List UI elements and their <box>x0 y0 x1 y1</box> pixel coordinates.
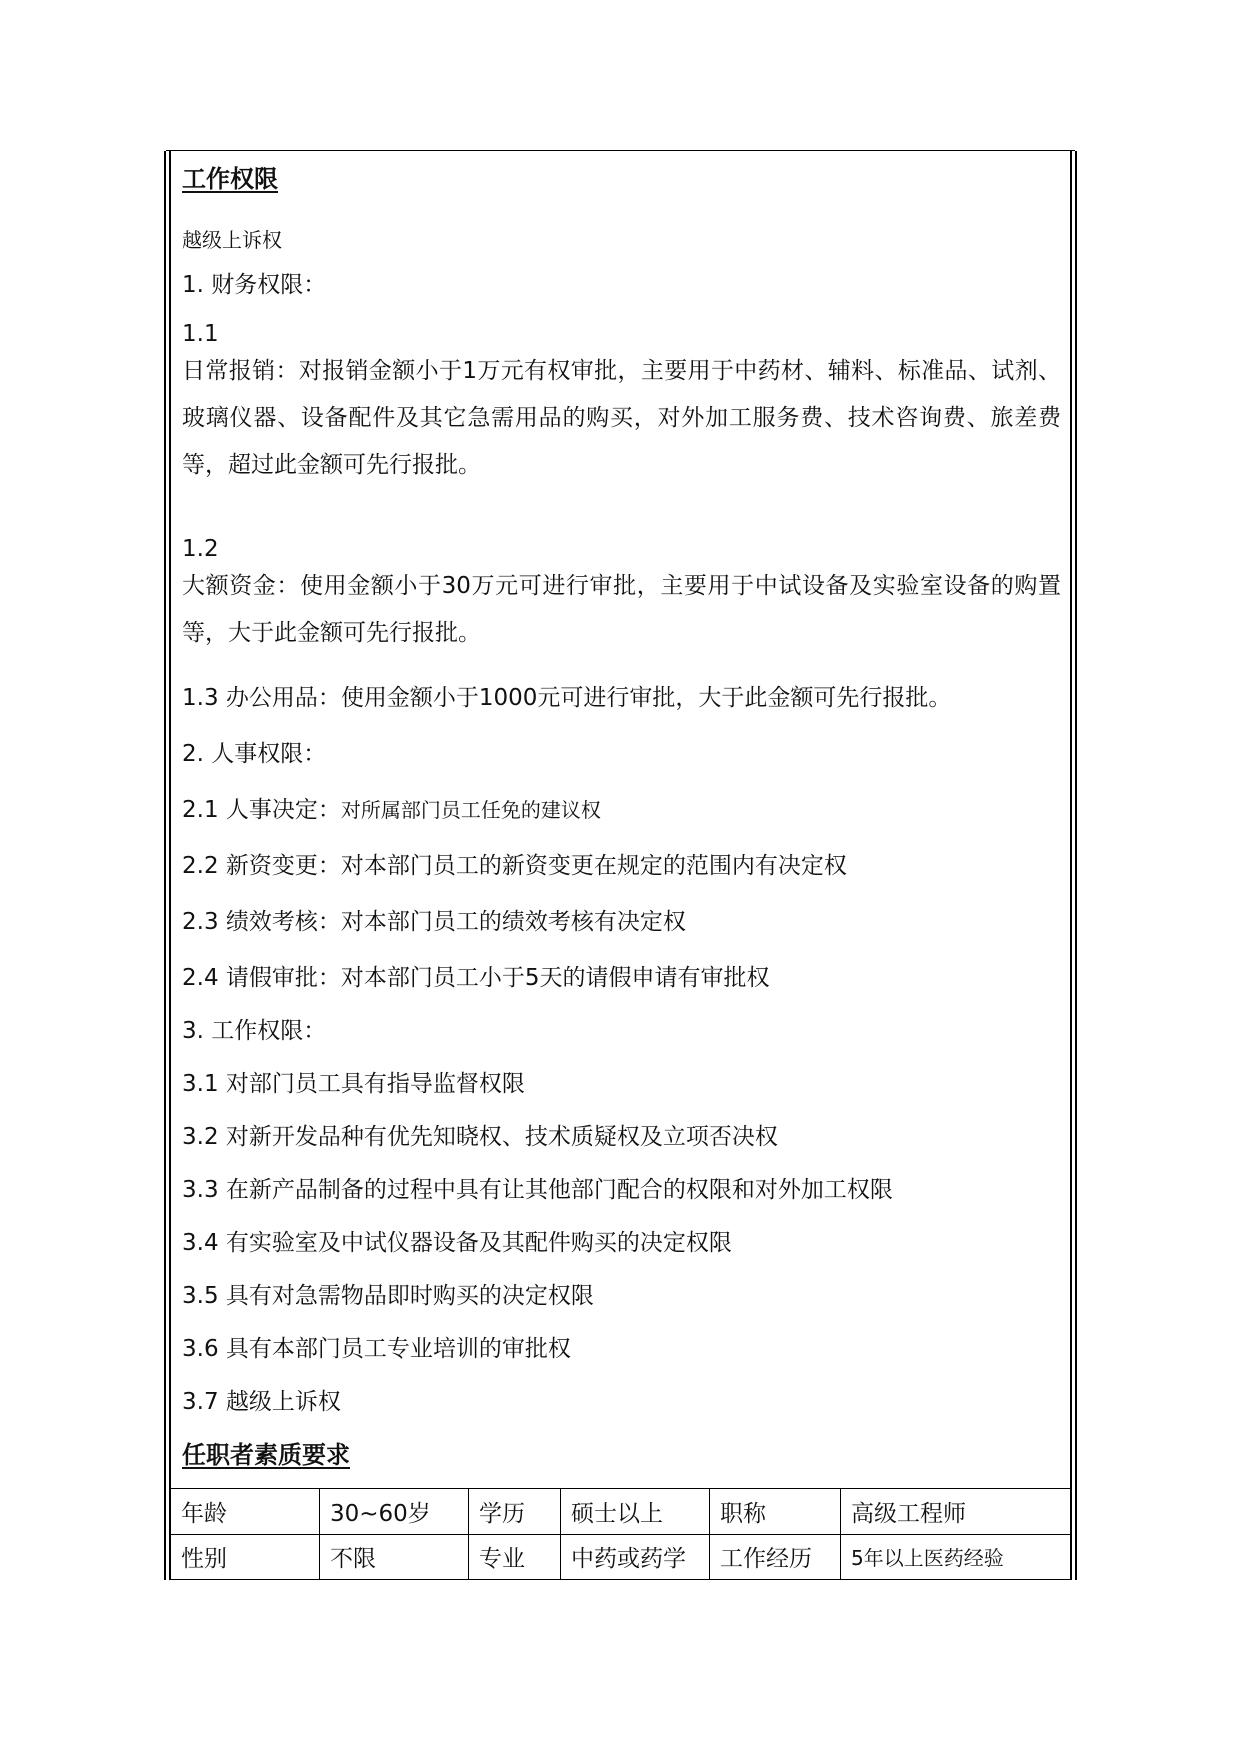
major-value: 中药或药学 <box>561 1534 710 1580</box>
age-label: 年龄 <box>171 1489 320 1535</box>
left-border-outer <box>164 151 166 1580</box>
item-2-3: 2.3 绩效考核：对本部门员工的绩效考核有决定权 <box>182 909 686 935</box>
item-3-2: 3.2 对新开发品种有优先知晓权、技术质疑权及立项否决权 <box>182 1124 778 1150</box>
hr-heading: 2. 人事权限： <box>182 741 327 767</box>
section-title-requirements: 任职者素质要求 <box>182 1441 350 1469</box>
item-3-5: 3.5 具有对急需物品即时购买的决定权限 <box>182 1283 594 1309</box>
item-1-2-number: 1.2 <box>182 536 219 562</box>
item-1-3: 1.3 办公用品：使用金额小于1000元可进行审批，大于此金额可先行报批。 <box>182 685 952 711</box>
gender-label: 性别 <box>171 1534 320 1580</box>
item-3-4: 3.4 有实验室及中试仪器设备及其配件购买的决定权限 <box>182 1230 732 1256</box>
intro-line: 越级上诉权 <box>182 228 282 252</box>
finance-heading: 1. 财务权限： <box>182 272 327 298</box>
item-3-1: 3.1 对部门员工具有指导监督权限 <box>182 1071 525 1097</box>
work-heading: 3. 工作权限： <box>182 1018 327 1044</box>
job-description-frame <box>166 150 1075 1580</box>
title-label: 职称 <box>710 1489 841 1535</box>
experience-label: 工作经历 <box>710 1534 841 1580</box>
education-label: 学历 <box>469 1489 561 1535</box>
gender-value: 不限 <box>320 1534 469 1580</box>
experience-value: 5年以上医药经验 <box>841 1534 1072 1580</box>
requirements-table <box>170 1488 1072 1580</box>
education-value: 硕士以上 <box>561 1489 710 1535</box>
table-row <box>171 1489 1072 1535</box>
item-1-2-text: 大额资金：使用金额小于30万元可进行审批，主要用于中试设备及实验室设备的购置等，大于此金额可先行报批。 <box>182 573 1061 646</box>
right-border-outer <box>1075 151 1077 1580</box>
right-border-inner <box>1070 151 1072 1580</box>
item-2-1-rest: 对所属部门员工任免的建议权 <box>340 798 601 822</box>
section-title-work-authority: 工作权限 <box>182 165 278 193</box>
item-3-3: 3.3 在新产品制备的过程中具有让其他部门配合的权限和对外加工权限 <box>182 1177 893 1203</box>
item-2-2: 2.2 新资变更：对本部门员工的新资变更在规定的范围内有决定权 <box>182 853 847 879</box>
item-3-7: 3.7 越级上诉权 <box>182 1389 341 1415</box>
item-1-1-number: 1.1 <box>182 321 219 347</box>
item-2-4: 2.4 请假审批：对本部门员工小于5天的请假申请有审批权 <box>182 965 770 991</box>
item-3-6: 3.6 具有本部门员工专业培训的审批权 <box>182 1336 571 1362</box>
table-row <box>171 1534 1072 1580</box>
age-value: 30~60岁 <box>320 1489 469 1535</box>
left-border-inner <box>169 151 171 1580</box>
item-2-1-prefix: 2.1 人事决定： <box>182 797 341 823</box>
title-value: 高级工程师 <box>841 1489 1072 1535</box>
item-1-1-text: 日常报销：对报销金额小于1万元有权审批，主要用于中药材、辅料、标准品、试剂、玻璃仪器、设备配件及其它急需用品的购买，对外加工服务费、技术咨询费、旅差费等，超过此金额可先行报批。 <box>182 358 1061 478</box>
major-label: 专业 <box>469 1534 561 1580</box>
item-2-1 <box>182 791 1061 824</box>
